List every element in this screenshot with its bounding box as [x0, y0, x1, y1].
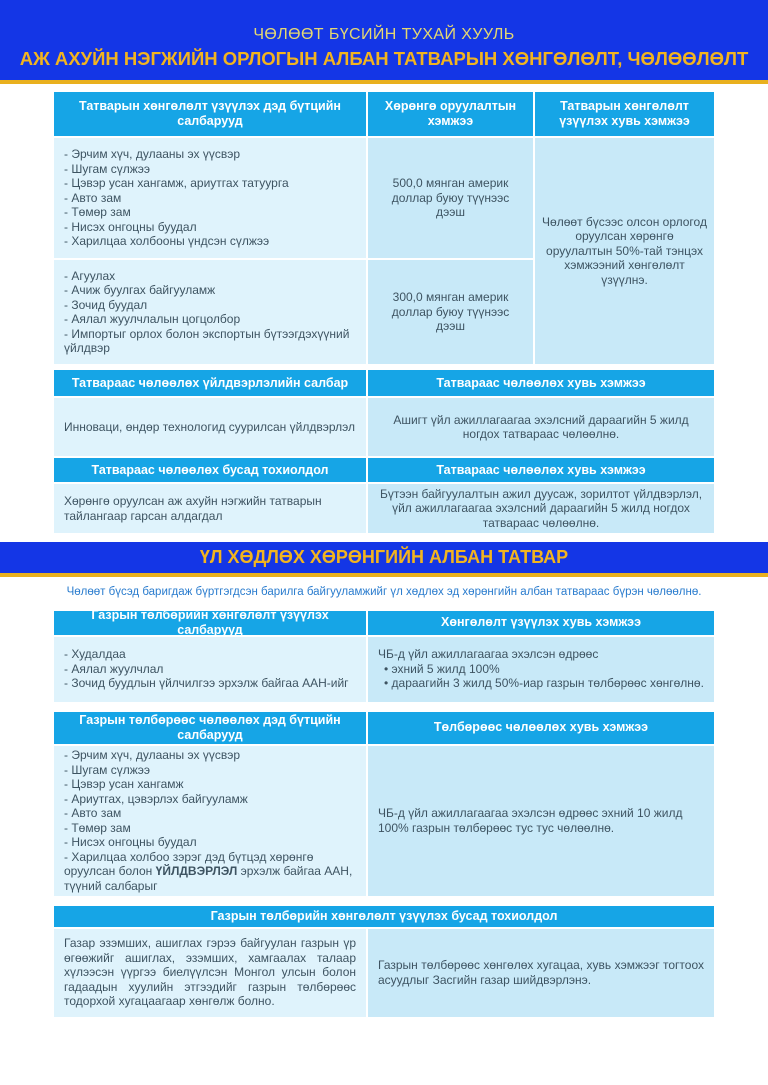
property-tax-intro: Чөлөөт бүсэд баригдаж бүртгэгдсэн барилга байгууламжийг үл хөдлөх эд хөрөнгийн албан татвараас бүрэн чөлөөлнө. [66, 586, 702, 598]
exempt-rate-cell: Ашигт үйл ажиллагаагаа эхэлсний дараагийн 5 жилд ногдох татвараас чөлөөлнө. [368, 398, 714, 456]
infra-sector-items: - Эрчим хүч, дулааны эх үүсвэр - Шугам сүлжээ - Цэвэр усан хангамж - Ариутгах, цэвэрлэх байгууламж - Авто зам - Төмөр зам - Нисэх онгоцны буудал [64, 748, 248, 849]
tax-exemption-table [54, 370, 714, 533]
property-tax-title: ҮЛ ХӨДЛӨХ ХӨРӨНГИЙН АЛБАН ТАТВАР [199, 547, 569, 567]
other-cases-header: Газрын төлбөрийн хөнгөлөлт үзүүлэх бусад тохиолдол [54, 906, 714, 927]
sector-list-row1: - Эрчим хүч, дулааны эх үүсвэр - Шугам сүлжээ - Цэвэр усан хангамж, ариутгах татуурга - Авто зам - Төмөр зам - Нисэх онгоцны буудал - Харилцаа холбооны үндсэн сүлжээ [54, 138, 366, 258]
other-cases-right-cell: Газрын төлбөрөөс хөнгөлөх хугацаа, хувь хэмжээг тогтоох асуудлыг Засгийн газар шийдвэрлэнэ. [368, 929, 714, 1017]
column-header-sectors: Татварын хөнгөлөлт үзүүлэх дэд бүтцийн салбарууд [54, 92, 366, 136]
land-fee-exemption-table [54, 712, 714, 896]
land-relief-intro: ЧБ-д үйл ажиллагаагаа эхэлсэн өдрөөс [378, 647, 599, 662]
last-item-bold: ҮЙЛДВЭРЛЭЛ [155, 864, 238, 878]
column-header-other-cases: Татвараас чөлөөлөх бусад тохиолдол [54, 458, 366, 482]
column-header-exempt-rate: Татвараас чөлөөлөх хувь хэмжээ [368, 370, 714, 396]
investment-amount-row1: 500,0 мянган америк доллар буюу түүнээс дээш [368, 138, 533, 258]
section-property-tax-band [0, 542, 768, 577]
corporate-tax-table [54, 92, 714, 364]
section-corporate-tax [54, 92, 714, 533]
page-header [0, 0, 768, 84]
column-header-other-rate: Татвараас чөлөөлөх хувь хэмжээ [368, 458, 714, 482]
land-relief-cell [368, 637, 714, 702]
column-header-infra-sectors: Газрын төлбөрөөс чөлөөлөх дэд бүтцийн салбарууд [54, 712, 366, 744]
investment-amount-row2: 300,0 мянган америк доллар буюу түүнээс дээш [368, 260, 533, 364]
infra-sector-last-item [64, 850, 356, 894]
section-property-tax [54, 585, 714, 1017]
last-item-post: эрхэлж байгаа ААН, түүний салбарыг [64, 864, 353, 893]
infra-sector-list [54, 746, 366, 896]
relief-merged-cell: Чөлөөт бүсээс олсон орлогод оруулсан хөрөнгө оруулалтын 50%-тай тэнцэх хэмжээний хөнгөлөлт үзүүлнэ. [535, 138, 714, 364]
column-header-investment: Хөрөнгө оруулалтын хэмжээ [368, 92, 533, 136]
page-title: АЖ АХУЙН НЭГЖИЙН ОРЛОГЫН АЛБАН ТАТВАРЫН ХӨНГӨЛӨЛТ, ЧӨЛӨӨЛӨЛТ [19, 48, 749, 69]
column-header-relief-rate: Татварын хөнгөлөлт үзүүлэх хувь хэмжээ [535, 92, 714, 136]
column-header-exempt-industry: Татвараас чөлөөлөх үйлдвэрлэлийн салбар [54, 370, 366, 396]
land-fee-relief-table [54, 607, 714, 702]
land-sector-list: - Худалдаа - Аялал жуулчлал - Зочид буудлын үйлчилгээ эрхэлж байгаа ААН-ийг [54, 637, 366, 702]
exempt-industry-cell: Инноваци, өндөр технологид суурилсан үйлдвэрлэл [54, 398, 366, 456]
column-header-land-sectors: Газрын төлбөрийн хөнгөлөлт үзүүлэх салбарууд [54, 611, 366, 635]
law-subtitle: ЧӨЛӨӨТ БҮСИЙН ТУХАЙ ХУУЛЬ [253, 26, 515, 43]
other-cases-left-cell: Газар эзэмших, ашиглах гэрээ байгуулан газрын үр өгөөжийг ашиглах, эзэмших, хамгаалах талаар хүлээсэн үүргээ биелүүлсэн Монгол улсын болон гадаадын хуулийн этгээдийг газрын төлбөрөөс тодорхой хугацаагаар хөнгөлж болно. [54, 929, 366, 1017]
other-case-cell: Хөрөнгө оруулсан аж ахуйн нэгжийн татварын тайлангаар гарсан алдагдал [54, 484, 366, 533]
land-relief-bullets: • эхний 5 жилд 100% • дараагийн 3 жилд 50%-иар газрын төлбөрөөс хөнгөлнө. [384, 661, 704, 691]
column-header-land-rate: Хөнгөлөлт үзүүлэх хувь хэмжээ [368, 611, 714, 635]
last-item-pre: - Харилцаа холбоо зэрэг дэд бүтцэд хөрөнгө оруулсан болон [64, 849, 314, 878]
other-rate-cell: Бүтээн байгуулалтын ажил дуусаж, зорилтот үйлдвэрлэл, үйл ажиллагаагаа эхэлсний дараагийн 5 жилд ногдох татвараас чөлөөлнө. [368, 484, 714, 533]
sector-list-row2: - Агуулах - Ачиж буулгах байгууламж - Зочид буудал - Аялал жуулчлалын цогцолбор - Импортыг орлох болон экспортын бүтээгдэхүүний үйлдвэр [54, 260, 366, 364]
land-fee-other-cases-table [54, 906, 714, 1017]
infra-relief-cell: ЧБ-д үйл ажиллагаагаа эхэлсэн өдрөөс эхний 10 жилд 100% газрын төлбөрөөс тус тус чөлөөлнө. [368, 746, 714, 896]
column-header-infra-rate: Төлбөрөөс чөлөөлөх хувь хэмжээ [368, 712, 714, 744]
